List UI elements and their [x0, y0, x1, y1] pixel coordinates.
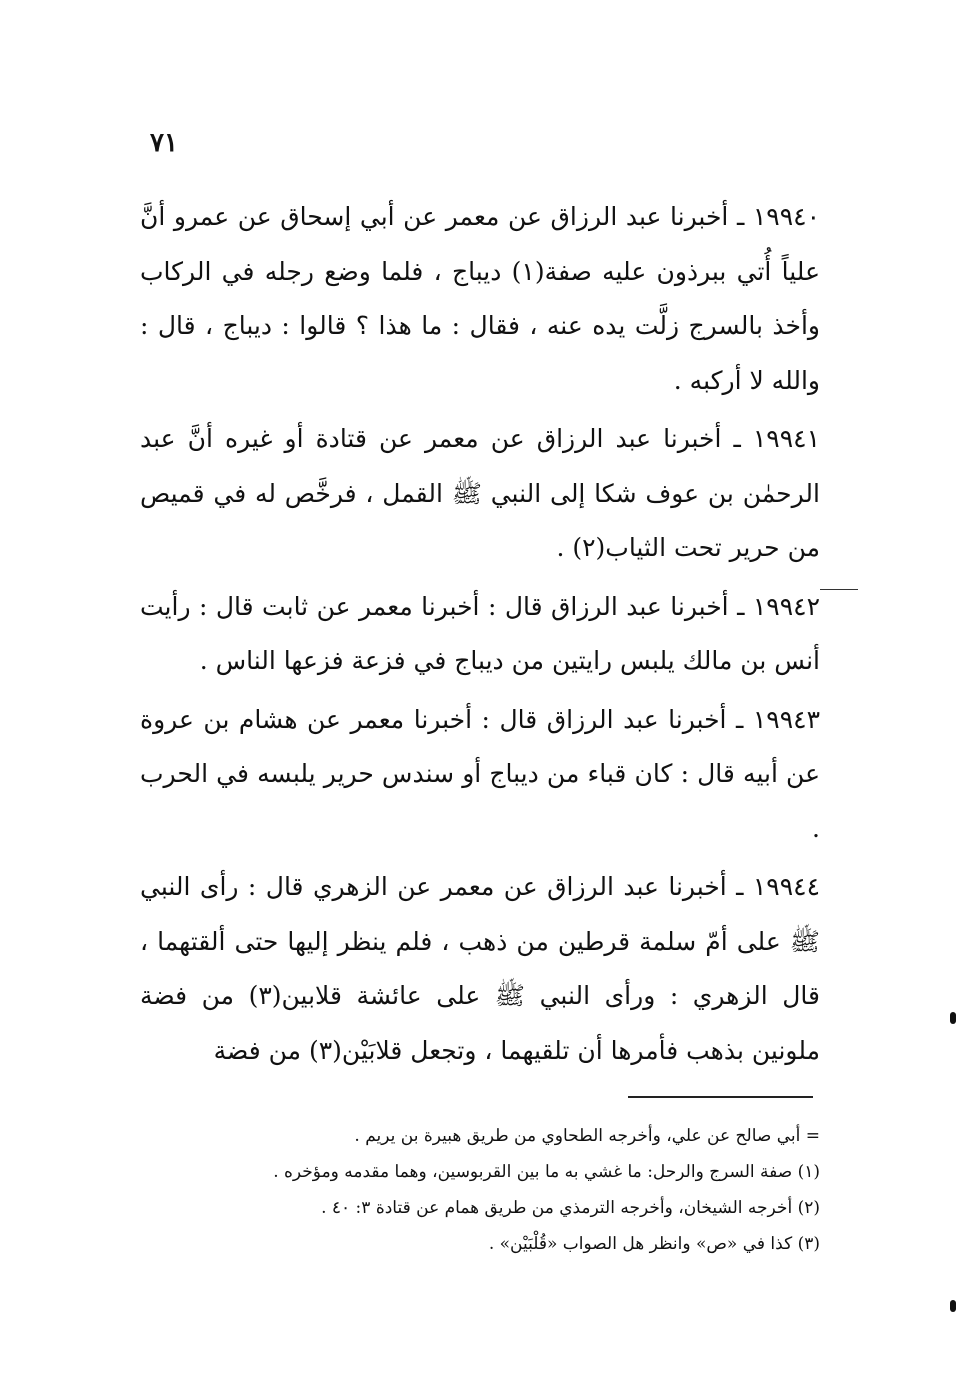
scan-speck [950, 1300, 956, 1312]
footnote-continuation: = أبي صالح عن علي، وأخرجه الطحاوي من طريق هبيرة بن يريم . [354, 1126, 820, 1146]
hadith-paragraph-19942: ١٩٩٤٢ ـ أخبرنا عبد الرزاق قال : أخبرنا معمر عن ثابت قال : رأيت أنس بن مالك يلبس رايتين من ديباج في فزعة فزعها الناس . [140, 591, 820, 675]
footnote-1: (١) صفة السرج والرحل: ما غشي به ما بين القربوسين، وهما مقدمه ومؤخره . [273, 1162, 820, 1182]
hadith-paragraph-19940: ١٩٩٤٠ ـ أخبرنا عبد الرزاق عن معمر عن أبي إسحاق عن عمرو أنَّ علياً أُتي ببرذون عليه صفة(١) ديباج ، فلما وضع رجله في الركاب وأخذ بالسرج زلَّت يده عنه ، فقال : ما هذا ؟ قالوا : ديباج ، قال : والله لا أركبه . [140, 202, 820, 395]
footnote-divider [628, 1096, 813, 1098]
main-text [140, 190, 820, 1078]
footnotes [140, 1118, 820, 1262]
margin-mark [820, 589, 858, 590]
page-number: ٧١ [150, 128, 178, 158]
footnote-2: (٢) أخرجه الشيخان، وأخرجه الترمذي من طريق همام عن قتادة ٣: ٤٠ . [321, 1198, 820, 1218]
footnote-3: (٣) كذا في «ص» وانظر هل الصواب «قُلْبَيْن» . [488, 1234, 820, 1254]
hadith-paragraph-19944: ١٩٩٤٤ ـ أخبرنا عبد الرزاق عن معمر عن الزهري قال : رأى النبي ﷺ على أمّ سلمة قرطين من ذهب ، فلم ينظر إليها حتى ألقتهما ، قال الزهري : ورأى النبي ﷺ على عائشة قلابين(٣) من فضة ملونين بذهب فأمرها أن تلقيهما ، وتجعل قلابَيْن(٣) من فضة [140, 872, 820, 1065]
hadith-paragraph-19943: ١٩٩٤٣ ـ أخبرنا عبد الرزاق قال : أخبرنا معمر عن هشام بن عروة عن أبيه قال : كان قباء من ديباج أو سندس حرير يلبسه في الحرب . [140, 704, 820, 843]
hadith-paragraph-19941: ١٩٩٤١ ـ أخبرنا عبد الرزاق عن معمر عن قتادة أو غيره أنَّ عبد الرحمٰن بن عوف شكا إلى النبي ﷺ القمل ، فرخَّص له في قميص من حرير تحت الثياب(٢) . [140, 424, 820, 562]
scan-speck [950, 1012, 956, 1024]
